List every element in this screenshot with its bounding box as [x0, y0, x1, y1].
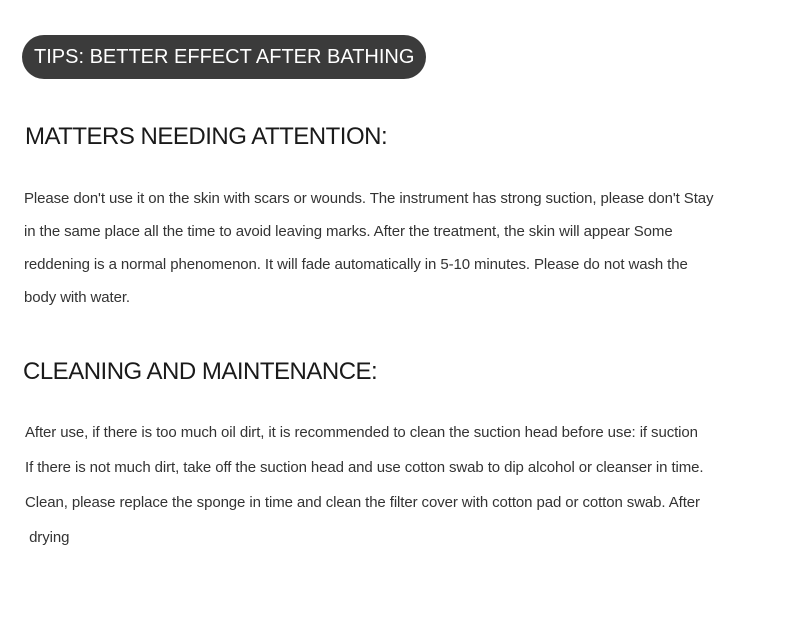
- attention-line: reddening is a normal phenomenon. It will fade automatically in 5-10 minutes. Please do not wash the: [24, 256, 688, 273]
- tip-badge: [22, 35, 426, 79]
- attention-line: in the same place all the time to avoid leaving marks. After the treatment, the skin will appear Some: [24, 223, 673, 240]
- attention-line: Please don't use it on the skin with scars or wounds. The instrument has strong suction, please don't Stay: [24, 190, 714, 207]
- cleaning-line: drying: [25, 529, 70, 546]
- tip-badge-label: TIPS: BETTER EFFECT AFTER BATHING: [34, 46, 415, 68]
- cleaning-heading: CLEANING AND MAINTENANCE:: [23, 358, 378, 385]
- attention-heading: MATTERS NEEDING ATTENTION:: [25, 123, 388, 150]
- cleaning-line: After use, if there is too much oil dirt, it is recommended to clean the suction head before use: if suction: [25, 424, 698, 441]
- cleaning-line: If there is not much dirt, take off the suction head and use cotton swab to dip alcohol or cleanser in time.: [25, 459, 704, 476]
- cleaning-line: Clean, please replace the sponge in time and clean the filter cover with cotton pad or cotton swab. After: [25, 494, 700, 511]
- attention-line: body with water.: [24, 289, 130, 306]
